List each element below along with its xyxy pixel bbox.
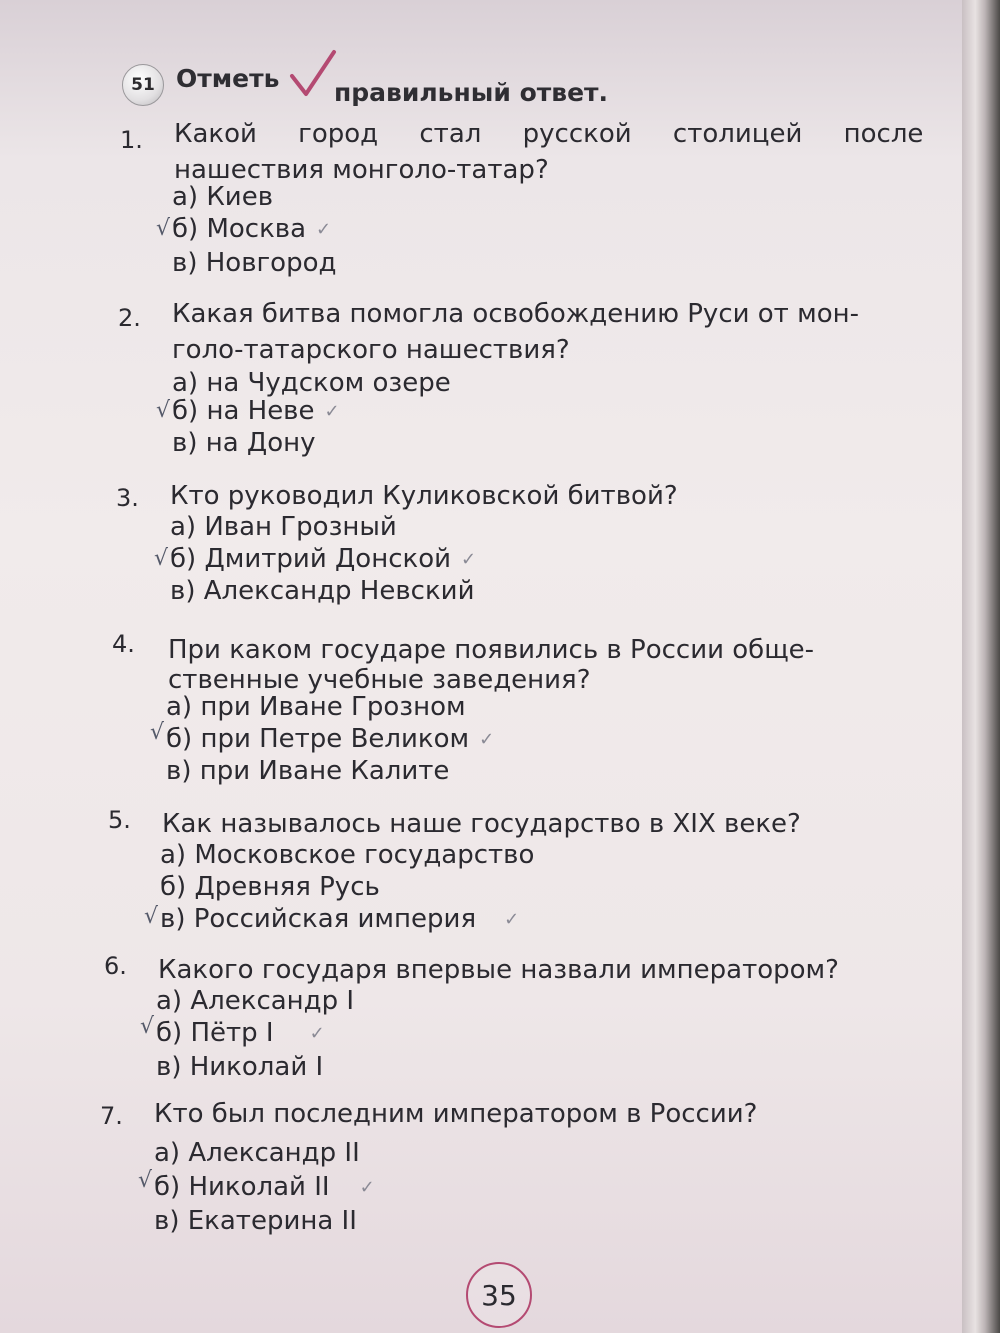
teacher-tick-icon: ✓ [324,400,340,422]
teacher-tick-icon: ✓ [359,1176,375,1198]
answer-option: а) на Чудском озере [172,368,451,398]
answer-option: а) Киев [172,182,274,212]
handwritten-check-icon: √ [138,1168,153,1193]
teacher-tick-icon: ✓ [479,728,495,750]
teacher-tick-icon: ✓ [316,218,332,240]
question-number: 2. [118,304,141,332]
question-text-line: ственные учебные заведения? [168,665,591,695]
question-number: 6. [104,952,127,980]
answer-option: в) Александр Невский [170,576,475,606]
handwritten-check-icon: √ [140,1014,155,1039]
handwritten-check-icon: √ [144,904,159,929]
question-text-line: Какая битва помогла освобождению Руси от мон- [172,299,859,329]
question-text-line: Как называлось наше государство в XIX веке? [162,809,801,839]
answer-option: √ б) Николай II ✓ [138,1168,375,1202]
question-text-line: Кто руководил Куликовской битвой? [170,481,678,511]
teacher-tick-icon: ✓ [309,1022,325,1044]
question-number: 3. [116,484,139,512]
question-number: 4. [112,630,135,658]
task-instruction-end: правильный ответ. [334,78,609,107]
handwritten-check-icon: √ [150,720,165,745]
answer-option: √ б) при Петре Великом ✓ [150,720,495,754]
page-number: 35 [466,1262,532,1328]
question-text-line: Какого государя впервые назвали императором? [158,955,839,985]
handwritten-check-icon: √ [156,216,171,241]
answer-option: √ б) Пётр I ✓ [140,1014,325,1048]
answer-option: √ б) Москва ✓ [156,214,332,244]
question-text-line: Кто был последним императором в России? [154,1099,758,1129]
answer-option: б) Древняя Русь [160,872,380,902]
handwritten-check-icon: √ [156,398,171,423]
teacher-tick-icon: ✓ [461,548,477,570]
task-number-badge: 51 [122,64,164,106]
answer-option: в) на Дону [172,428,316,458]
check-mark-icon [288,48,338,100]
answer-option: а) Московское государство [160,840,535,870]
answer-option: √ в) Российская империя ✓ [144,904,520,934]
answer-option: а) при Иване Грозном [166,692,466,722]
answer-option: в) Новгород [172,248,337,278]
page-edge [962,0,1000,1333]
answer-option: √ б) Дмитрий Донской ✓ [154,544,477,574]
handwritten-check-icon: √ [154,546,169,571]
answer-option: а) Александр II [154,1138,360,1168]
answer-option: в) при Иване Калите [166,756,450,786]
teacher-tick-icon: ✓ [504,908,520,930]
task-header [118,62,678,122]
task-instruction-start: Отметь [176,64,280,93]
question-number: 1. [120,126,143,154]
answer-option: в) Николай I [156,1052,324,1082]
answer-option: а) Александр I [156,986,355,1016]
answer-option: в) Екатерина II [154,1206,357,1236]
answer-option: √ б) на Неве ✓ [156,396,340,426]
question-text-line: Какой город стал русской столицей после [174,119,924,149]
question-number: 7. [100,1102,123,1130]
question-number: 5. [108,806,131,834]
question-text-line: При каком государе появились в России обще- [168,635,815,665]
question-text-line: нашествия монголо-татар? [174,155,549,185]
answer-option: а) Иван Грозный [170,512,397,542]
question-text-line: голо-татарского нашествия? [172,335,570,365]
